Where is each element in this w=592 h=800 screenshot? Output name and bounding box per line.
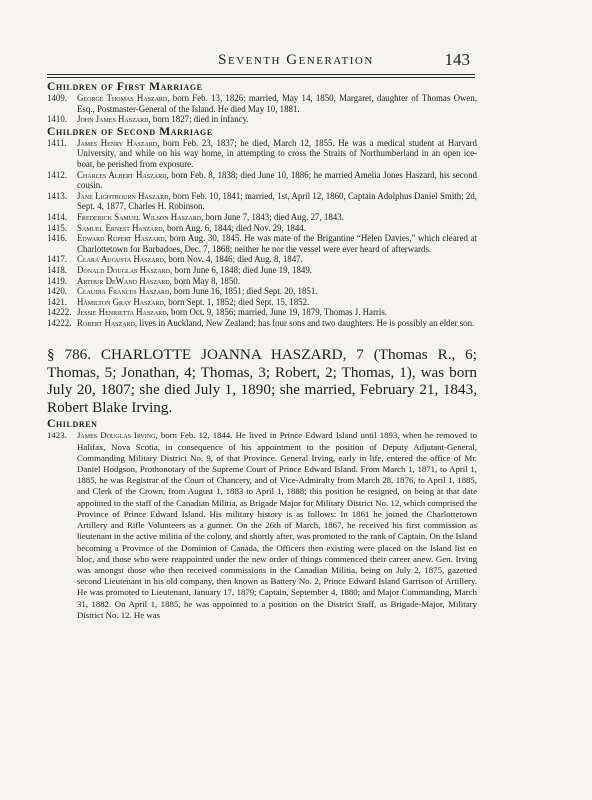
running-title: Seventh Generation	[218, 52, 374, 68]
entry-text	[47, 93, 477, 114]
list-item	[47, 318, 477, 329]
main-person-heading: § 786. CHARLOTTE JOANNA HASZARD, 7 (Thomas R., 6; Thomas, 5; Jonathan, 4; Thomas, 3; Robert, 2; Thomas, 1), was born July 20, 1807; she died July 1, 1890; she married, February 21, 1843, Robert Blake Irving.	[47, 346, 477, 416]
entry-body: born Sept. 1, 1852; died Sept. 15, 1852.	[166, 296, 310, 307]
entry-text	[47, 114, 477, 125]
entry-body: born June 6, 1848; died June 19, 1849.	[172, 264, 312, 275]
list-item	[47, 114, 477, 125]
entry-body: born Feb. 23, 1837; he died, March 12, 1855. He was a medical student at Harvard University, and while on his way home, in attempting to cross the Straits of Northumberland in an open ice-boat, he perished from exposure.	[77, 137, 477, 169]
list-item	[47, 297, 477, 308]
entry-body: born Feb. 8, 1838; died June 10, 1886; he married Amelia Jones Haszard, his second cousin.	[77, 169, 477, 191]
list-item	[47, 191, 477, 212]
list-item	[47, 286, 477, 297]
list-item	[47, 212, 477, 223]
children-heading: Children	[47, 417, 98, 431]
list-item	[47, 265, 477, 276]
entry-body: born Nov. 4, 1846; died Aug. 8, 1847.	[166, 254, 303, 265]
entry-name: John James Haszard,	[77, 114, 151, 125]
entry-name: Robert Haszard,	[77, 317, 138, 328]
entry-name: Clara Augusta Haszard,	[77, 254, 167, 265]
entry-name: Samuel Ernest Haszard,	[77, 222, 165, 233]
list-item	[47, 307, 477, 318]
entry-number: 1419.	[47, 275, 67, 286]
entry-text	[47, 254, 477, 265]
entry-body: born June 16, 1851; died Sept. 20, 1851.	[171, 286, 318, 297]
entry-name: James Henry Haszard,	[77, 137, 160, 148]
entry-name: Jessie Henrietta Haszard,	[77, 307, 169, 318]
entry-number: 1415.	[47, 222, 67, 233]
running-header	[0, 50, 592, 72]
header-rule-top	[47, 74, 475, 75]
entry-body: born May 8, 1850.	[171, 275, 240, 286]
list-item	[47, 254, 477, 265]
list-item	[47, 223, 477, 234]
header-rule-bottom	[47, 77, 475, 78]
entry-name: Jane Lightbourn Haszard,	[77, 190, 171, 201]
entry-text	[47, 138, 477, 170]
entry-number: 1421.	[47, 296, 67, 307]
entry-text	[47, 286, 477, 297]
entry-body: born Feb. 10, 1841; married, 1st, April 12, 1860, Captain Adolphus Daniel Smith; 2d, Sept. 4, 1877, Charles H. Robinson.	[77, 190, 478, 212]
entry-name: Frederick Samuel Wilson Haszard,	[77, 211, 204, 222]
page-number: 143	[444, 50, 470, 69]
entry-number: 1411.	[47, 137, 67, 148]
entry-number: 1412.	[47, 169, 67, 180]
entry-body: lives in Auckland, New Zealand; has four sons and two daughters. He is possibly an elder son.	[137, 317, 475, 328]
entry-body: born Feb. 13, 1826; married, May 14, 1850, Margaret, daughter of Thomas Owen, Esq., Postmaster-General of the Island. He died May 10, 1881.	[77, 93, 477, 114]
list-item	[47, 276, 477, 287]
entry-text	[47, 212, 477, 223]
list-item	[47, 170, 477, 191]
entry-text	[47, 265, 477, 276]
entry-number: 14222.	[47, 307, 72, 318]
entry-number: 1423.	[47, 430, 67, 441]
first-marriage-list	[47, 93, 477, 125]
entry-number: 1414.	[47, 211, 67, 222]
second-marriage-heading: Children of Second Marriage	[47, 124, 213, 138]
entry-name: Donald Douglas Haszard,	[77, 264, 173, 275]
list-item	[47, 138, 477, 170]
entry-body: born Feb. 12, 1844. He lived in Prince Edward Island until 1893, when he removed to Halifax, Nova Scotia, in consequence of his appointment to the position of Deputy Adjutant-General, Commanding Military District No. 9, of that Province. General Irving, early in life, entered the office of Mr. Daniel Hodgson, Prothonotary of the Supreme Court of Prince Edward Island. From March 1, 1871, to April 1, 1885, he was Registrar of the Court of Chancery, and of Vice-Admiralty from March 28, 1876, to April 1, 1885, and Clerk of the Crown, from August 1, 1883 to April 1, 1888; this position he resigned, on being at that date appointed to the staff of the Canadian Militia, as Brigade Major for Military District No. 12, which comprised the Province of Prince Edward Island. His military history is as follows: In 1861 he joined the Charlottetown Artillery and Rifle Volunteers as a gunner. On the 26th of March, 1867, he received his first commission as lieutenant in the active militia of the colony, and shortly after, was promoted to the rank of Captain. On the Island becoming a Province of the Dominion of Canada, the Officers then existing were placed on the Island list en bloc, and those who were reappointed under the new order of things commenced their career anew. Gen. Irving was amongst those who then received commissions in the Canadian Militia, being on July 2, 1875, gazetted second Lieutenant in his old company, then known as Battery No. 2, Prince Edward Island Garrison of Artillery. He was promoted to Lieutenant, January 17, 1879; Captain, September 4, 1880; and Major Commanding, March 31, 1882. On April 1, 1885, he was appointed to a position on the District Staff, as Brigade-Major, Military District No. 12. He was	[77, 430, 477, 620]
second-marriage-list	[47, 138, 477, 329]
first-marriage-heading: Children of First Marriage	[47, 80, 203, 93]
entry-text	[47, 170, 477, 191]
entry-text	[47, 276, 477, 287]
entry-text	[47, 233, 477, 254]
entry-number: 14222.	[47, 317, 72, 328]
entry-text	[47, 223, 477, 234]
entry-body: born Aug. 6, 1844; died Nov. 29, 1844.	[164, 222, 306, 233]
entry-number: 1409.	[47, 93, 67, 103]
list-item	[47, 430, 477, 620]
entry-text	[47, 191, 477, 212]
list-item	[47, 93, 477, 114]
entry-number: 1418.	[47, 264, 67, 275]
entry-number: 1410.	[47, 114, 67, 125]
entry-body: born Oct. 9, 1856; married, June 19, 1879, Thomas J. Harris.	[168, 307, 388, 318]
entry-text	[47, 430, 477, 620]
entry-body: born Aug. 30, 1845. He was mate of the Brigantine “Helen Davies,” which cleared at Charlottetown for Barbadoes, Dec. 7, 1868; neither he nor the vessel were ever heard of afterwards.	[77, 233, 477, 254]
entry-number: 1416.	[47, 233, 67, 244]
entry-text	[47, 307, 477, 318]
entry-name: Edward Rupert Haszard,	[77, 233, 167, 244]
entry-name: Hamilton Gray Haszard,	[77, 296, 167, 307]
entry-name: Charles Albert Haszard,	[77, 169, 169, 180]
entry-body: born June 7, 1843; died Aug. 27, 1843.	[203, 211, 344, 222]
entry-text	[47, 318, 477, 329]
entry-body: born 1827; died in infancy.	[150, 114, 249, 125]
entry-text	[47, 297, 477, 308]
entry-number: 1413.	[47, 190, 67, 201]
entry-name: George Thomas Haszard,	[77, 93, 170, 103]
entry-number: 1417.	[47, 254, 67, 265]
page-body	[47, 80, 477, 621]
entry-number: 1420.	[47, 286, 67, 297]
entry-name: James Douglas Irving,	[77, 430, 158, 441]
entry-name: Arthur DeWand Haszard,	[77, 275, 172, 286]
entry-name: Claudia Frances Haszard,	[77, 286, 172, 297]
list-item	[47, 233, 477, 254]
